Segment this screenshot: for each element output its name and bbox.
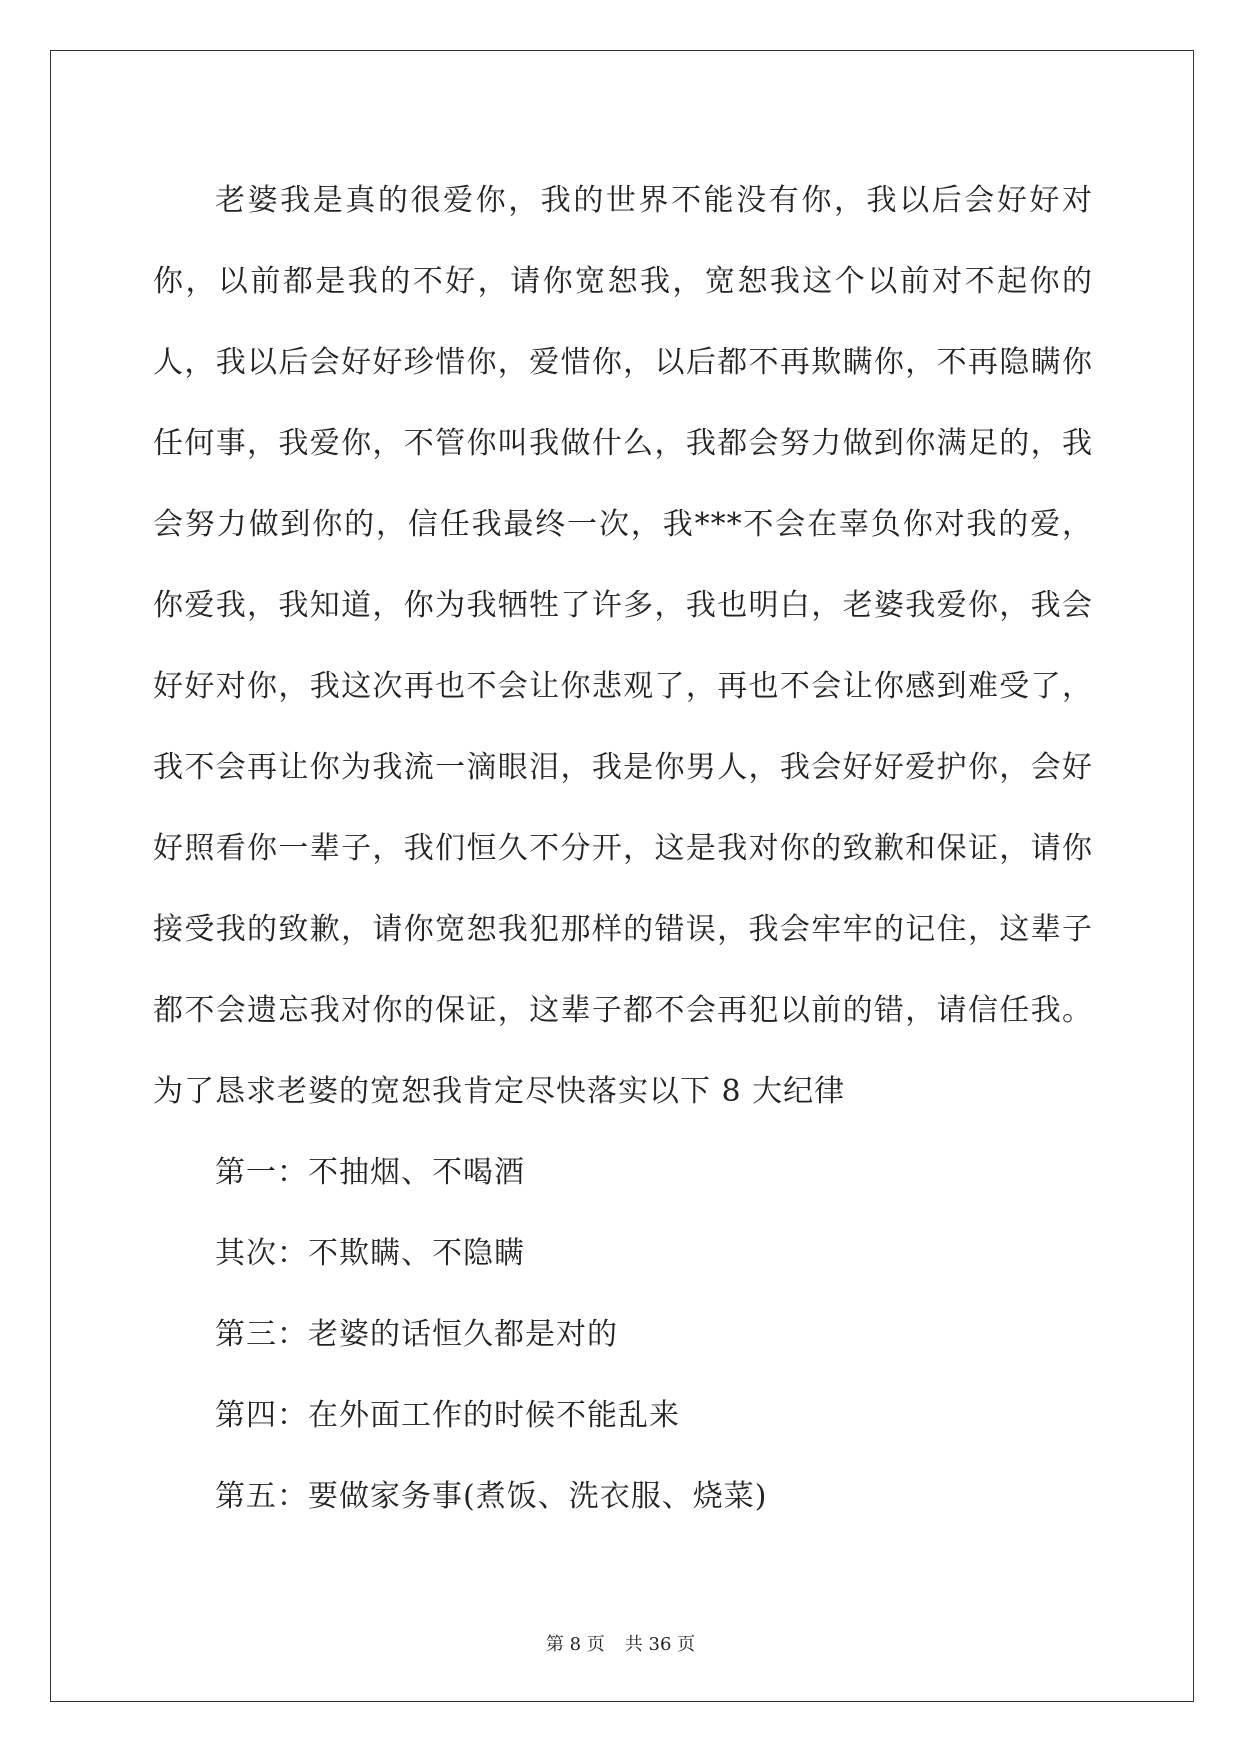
document-body <box>153 160 1093 1537</box>
page-footer <box>0 1630 1241 1656</box>
rule-item-1: 第一：不抽烟、不喝酒 <box>215 1155 525 1190</box>
rule-item-3: 第三：老婆的话恒久都是对的 <box>215 1317 618 1352</box>
rule-item-4: 第四：在外面工作的时候不能乱来 <box>215 1398 680 1433</box>
rule-item-5: 第五：要做家务事(煮饭、洗衣服、烧菜) <box>215 1479 768 1514</box>
page-number: 第 8 页 <box>545 1634 605 1655</box>
rule-item-2: 其次：不欺瞒、不隐瞒 <box>215 1236 525 1271</box>
body-paragraph: 老婆我是真的很爱你，我的世界不能没有你，我以后会好好对你，以前都是我的不好，请你宽恕我，宽恕我这个以前对不起你的人，我以后会好好珍惜你，爱惜你，以后都不再欺瞒你，不再隐瞒你任何事，我爱你，不管你叫我做什么，我都会努力做到你满足的，我会努力做到你的，信任我最终一次，我***不会在辜负你对我的爱，你爱我，我知道，你为我牺牲了许多，我也明白，老婆我爱你，我会好好对你，我这次再也不会让你悲观了，再也不会让你感到难受了，我不会再让你为我流一滴眼泪，我是你男人，我会好好爱护你，会好好照看你一辈子，我们恒久不分开，这是我对你的致歉和保证，请你接受我的致歉，请你宽恕我犯那样的错误，我会牢牢的记住，这辈子都不会遗忘我对你的保证，这辈子都不会再犯以前的错，请信任我。为了恳求老婆的宽恕我肯定尽快落实以下 8 大纪律 <box>153 183 1093 1109</box>
page-total: 共 36 页 <box>624 1634 696 1655</box>
